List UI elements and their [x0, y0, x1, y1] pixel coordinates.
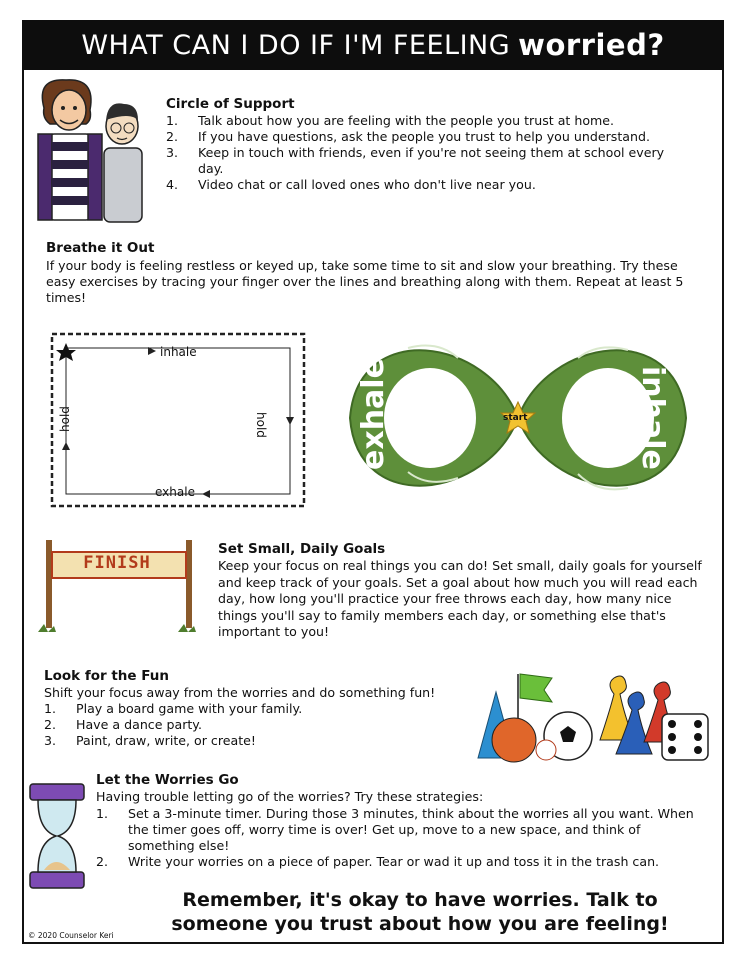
list-item: 1. Set a 3-minute timer. During those 3 minutes, think about the worries all you want. When the timer goes off, worry time is over! Get up, move to a new space, and think of something else!: [96, 806, 694, 853]
fun-heading: Look for the Fun: [44, 668, 170, 684]
square-label-left: hold: [58, 406, 72, 432]
fun-list: [44, 701, 464, 749]
square-label-top: inhale: [160, 345, 197, 359]
finish-banner-text: FINISH: [83, 553, 151, 573]
list-item: 1. Talk about how you are feeling with the people you trust at home.: [166, 113, 615, 128]
list-item: 2. Have a dance party.: [44, 717, 202, 732]
list-item: 4. Video chat or call loved ones who don't live near you.: [166, 177, 536, 192]
square-label-bottom: exhale: [155, 485, 195, 499]
infinity-label-left: exhale: [356, 358, 391, 470]
list-item: 2. If you have questions, ask the people you trust to help you understand.: [166, 129, 650, 144]
breathe-body: If your body is feeling restless or keyed up, take some time to sit and slow your breathing. Try these easy exercises by tracing your finger over the lines and breathing along with them. Repeat at least 5 times!: [46, 258, 684, 305]
list-item: 3. Keep in touch with friends, even if you're not seeing them at school every day.: [166, 145, 665, 176]
circle-of-support-heading: Circle of Support: [166, 96, 295, 112]
fun-intro: Shift your focus away from the worries and do something fun!: [44, 685, 436, 700]
infinity-label-right: inhale: [635, 366, 670, 470]
circle-of-support-list: [166, 113, 706, 193]
games-illustration: [474, 662, 718, 766]
hourglass-icon: [28, 780, 88, 892]
goals-heading: Set Small, Daily Goals: [218, 541, 386, 557]
square-label-right: hold: [254, 412, 268, 438]
worries-intro: Having trouble letting go of the worries? Try these strategies:: [96, 789, 484, 804]
title-prefix: WHAT CAN I DO IF I'M FEELING: [81, 29, 511, 61]
worries-heading: Let the Worries Go: [96, 772, 239, 788]
title-emphasis: worried?: [518, 28, 665, 62]
list-item: 2. Write your worries on a piece of paper. Tear or wad it up and toss it in the trash can.: [96, 854, 660, 869]
closing-message: Remember, it's okay to have worries. Talk to someone you trust about how you are feeling!: [171, 889, 669, 935]
worries-list: [96, 806, 716, 870]
list-item: 1. Play a board game with your family.: [44, 701, 303, 716]
copyright: © 2020 Counselor Keri: [28, 931, 114, 940]
breathe-heading: Breathe it Out: [46, 240, 155, 256]
goals-body: Keep your focus on real things you can do! Set small, daily goals for yourself and keep track of your goals. Set a goal about how much you will read each day, how long you'll practice your free throws each day, how many nice things you'll say to family members each day, or something else that's important to you!: [218, 558, 702, 639]
family-illustration: [34, 78, 152, 228]
finish-line-illustration: [38, 536, 200, 636]
title-banner: [22, 20, 724, 70]
infinity-label-center: start: [503, 413, 528, 423]
list-item: 3. Paint, draw, write, or create!: [44, 733, 256, 748]
